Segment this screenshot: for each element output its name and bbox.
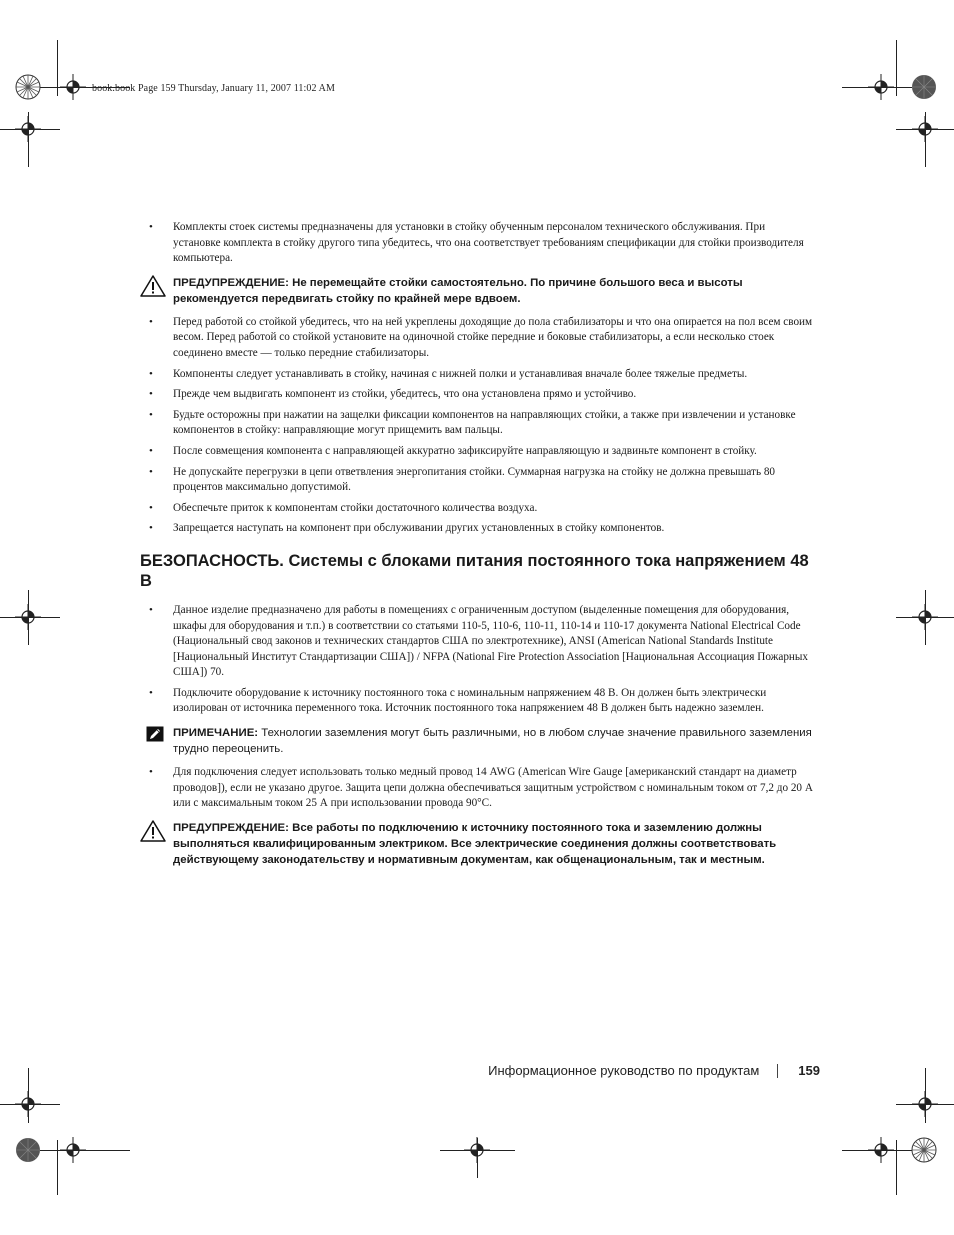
list-item-text: Подключите оборудование к источнику постоянного тока с номинальным напряжением 48 В. Он должен быть электрически изолирован от источника переменного тока. Источник постоянного тока напряжением 48 В должен быть надежно заземлен. <box>173 686 767 715</box>
registration-mark-icon <box>15 116 41 142</box>
list-item <box>140 387 815 403</box>
note-text: Технологии заземления могут быть различными, но в любом случае значение правильного заземления трудно переоценить. <box>173 727 812 756</box>
bullet: • <box>149 465 153 478</box>
footer-divider <box>777 1064 778 1078</box>
bullet: • <box>149 686 153 699</box>
list-item <box>140 603 815 681</box>
list-item <box>140 315 815 362</box>
list-item-text: Перед работой со стойкой убедитесь, что на ней укреплены доходящие до пола стабилизаторы и что она опирается на пол всем своим весом. Перед работой со стойкой установите на одиночной стойке передние и боковые стабилизаторы, а если несколько стоек соединено вместе — только передние стабилизаторы. <box>173 315 813 359</box>
bullet: • <box>149 444 153 457</box>
bullet-list <box>140 315 815 537</box>
note-label: ПРИМЕЧАНИЕ: <box>173 727 259 740</box>
warning-label: ПРЕДУПРЕЖДЕНИЕ: <box>173 821 289 834</box>
page-content <box>140 220 815 876</box>
list-item-text: Не допускайте перегрузки в цепи ответвления энергопитания стойки. Суммарная нагрузка на стойку не должна превышать 80 процентов максимально допустимой. <box>173 465 776 494</box>
bullet: • <box>149 408 153 421</box>
registration-mark-icon <box>60 1137 86 1163</box>
list-item <box>140 408 815 439</box>
registration-mark-icon <box>912 1091 938 1117</box>
page-number: 159 <box>798 1063 820 1078</box>
registration-mark-icon <box>911 1137 937 1163</box>
bullet: • <box>149 522 153 535</box>
bullet: • <box>149 501 153 514</box>
registration-mark-icon <box>15 1091 41 1117</box>
registration-mark-icon <box>15 1137 41 1163</box>
section-heading: БЕЗОПАСНОСТЬ. Системы с блоками питания постоянного тока напряжением 48 В <box>140 551 809 590</box>
list-item-text: Для подключения следует использовать только медный провод 14 AWG (American Wire Gauge [американский стандарт на диаметр проводов]), если не указано другое. Защита цепи должна обеспечиваться защитным устройством с номинальным током от 7,2 до 20 А или с максимальным током 25 А при использовании провода 90°C. <box>173 766 813 810</box>
list-item <box>140 501 815 517</box>
bullet: • <box>149 388 153 401</box>
registration-mark-icon <box>911 74 937 100</box>
list-item-text: Данное изделие предназначено для работы в помещениях с ограниченным доступом (выделенные помещения для оборудования, шкафы для оборудования и т.п.) в соответствии со статьями 110-5, 110-6, 110-11, 110-14 и 110-17 документа National Electrical Code (Национальный свод законов и технических стандартов США по электротехнике), ANSI (American National Standards Institute [Национальный Институт Стандартизации США]) / NFPA (National Fire Protection Association [Национальная Ассоциация Пожарных США]) 70. <box>173 603 809 679</box>
registration-mark-icon <box>60 74 86 100</box>
registration-mark-icon <box>15 604 41 630</box>
list-item <box>140 367 815 383</box>
crop-mark <box>57 1140 58 1195</box>
list-item-text: Компоненты следует устанавливать в стойку, начиная с нижней полки и устанавливая вначале более тяжелые предметы. <box>173 367 748 380</box>
list-item <box>140 686 815 717</box>
registration-mark-icon <box>912 604 938 630</box>
registration-mark-icon <box>868 1137 894 1163</box>
warning-label: ПРЕДУПРЕЖДЕНИЕ: <box>173 276 289 289</box>
warning-text: Все работы по подключению к источнику постоянного тока и заземлению должны выполняться квалифицированным электриком. Все электрические соединения должны соответствовать действующему законодательству и нормативным документам, как общенациональным, так и местным. <box>173 821 777 866</box>
footer-title: Информационное руководство по продуктам <box>488 1063 760 1078</box>
note-pencil-icon <box>146 726 164 742</box>
bullet: • <box>149 221 153 233</box>
bullet: • <box>149 603 153 616</box>
warning-text: Не перемещайте стойки самостоятельно. По причине большого веса и высоты рекомендуется передвигать стойку по крайней мере вдвоем. <box>173 276 743 305</box>
list-item-text: Комплекты стоек системы предназначены для установки в стойку обученным персоналом технического обслуживания. При установке комплекта в стойку другого типа убедитесь, что она соответствует требованиям спецификации для стойки производителя компьютера. <box>173 221 804 265</box>
list-item <box>140 465 815 496</box>
bullet: • <box>149 367 153 380</box>
print-header: book.book Page 159 Thursday, January 11, 2007 11:02 AM <box>92 83 335 94</box>
warning-block <box>140 275 815 307</box>
registration-mark-icon <box>868 74 894 100</box>
bullet-list <box>140 603 815 717</box>
list-item <box>140 765 815 812</box>
list-item-text: Обеспечьте приток к компонентам стойки достаточного количества воздуха. <box>173 501 538 514</box>
bullet-list <box>140 765 815 812</box>
list-item-text: Запрещается наступать на компонент при обслуживании других установленных в стойку компонентов. <box>173 522 665 535</box>
registration-mark-icon <box>464 1137 490 1163</box>
bullet: • <box>149 315 153 328</box>
list-item <box>140 521 815 537</box>
crop-mark <box>896 1140 897 1195</box>
registration-mark-icon <box>15 74 41 100</box>
list-item-text: Будьте осторожны при нажатии на защелки фиксации компонентов на направляющих стойки, а также при извлечении и установке компонентов в стойку: направляющие могут прищемить вам пальцы. <box>173 408 796 437</box>
page-footer <box>488 1063 820 1078</box>
warning-block <box>140 820 815 868</box>
note-block <box>140 725 815 757</box>
warning-triangle-icon <box>140 275 166 297</box>
bullet: • <box>149 766 153 779</box>
warning-triangle-icon <box>140 820 166 842</box>
list-item-text: После совмещения компонента с направляющей аккуратно зафиксируйте направляющую и задвиньте компонент в стойку. <box>173 444 757 457</box>
list-item-text: Прежде чем выдвигать компонент из стойки, убедитесь, что она установлена прямо и устойчиво. <box>173 388 637 401</box>
list-item <box>140 444 815 460</box>
registration-mark-icon <box>912 116 938 142</box>
list-item <box>140 220 815 267</box>
